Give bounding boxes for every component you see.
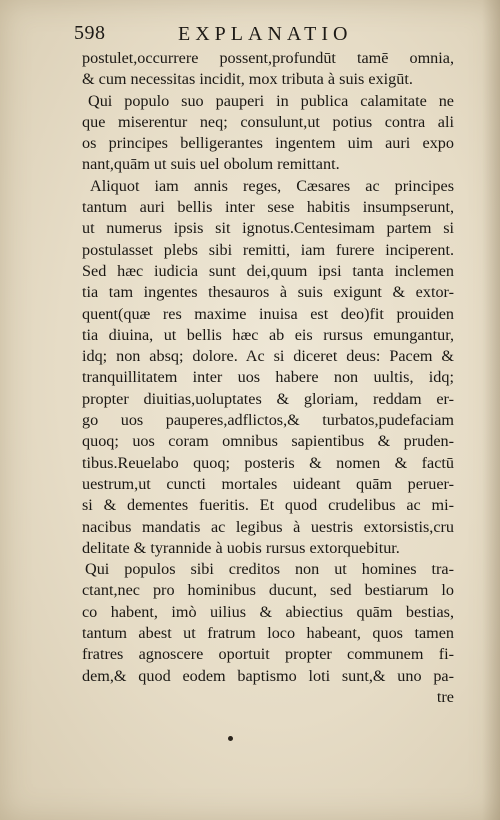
text-line: postulet,occurrere possent,profundūt tamē omnia, (82, 49, 454, 67)
text-line: Qui populo suo pauperi in publica calamitate ne (88, 91, 454, 110)
text-line: nacibus mandatis ac legibus à uestris extorsistis,cru (82, 517, 454, 536)
text-line: que miserentur neq; consulunt,ut potius contra ali (82, 112, 454, 131)
ink-mark (228, 736, 233, 741)
text-line: Sed hæc iudicia sunt dei,quum ipsi tanta inclemen (82, 261, 454, 280)
text-line: tia tam ingentes thesauros à suis exigunt & extor- (82, 283, 454, 302)
text-line: tranquillitatem inter uos habere non uultis, idq; (82, 368, 454, 387)
text-line: os principes belligerantes ingentem uim auri expo (82, 134, 454, 153)
text-line: nant,quām ut suis uel obolum remittant. (82, 155, 340, 174)
spine-shadow (482, 0, 500, 820)
text-line: tantum auri bellis inter sese habitis insumpserunt, (82, 198, 454, 217)
text-line: ctant,nec pro hominibus ducunt, sed bestiarum lo (82, 581, 454, 600)
page-header (74, 22, 454, 46)
text-line: postulasset plebs sibi remitti, iam furere inciperent. (82, 240, 454, 259)
text-line: & cum necessitas incidit, mox tributa à suis exigūt. (82, 70, 413, 89)
text-line: si & dementes fueritis. Et quod crudelibus ac mi- (82, 496, 454, 515)
text-line: tia diuina, ut bellis hæc ab eis rursus emungantur, (82, 325, 454, 344)
text-line: delitate & tyrannide à uobis rursus extorquebitur. (82, 538, 400, 557)
text-line: Aliquot iam annis reges, Cæsares ac principes (90, 176, 454, 195)
text-line: dem,& quod eodem baptismo loti sunt,& uno pa- (82, 666, 454, 685)
running-head: EXPLANATIO (178, 23, 353, 45)
text-line: uestrum,ut cuncti mortales uideant quām peruer- (82, 474, 454, 493)
text-line: idq; non absq; dolore. Ac si diceret deus: Pacem & (82, 347, 454, 366)
page-number: 598 (74, 22, 106, 44)
text-line: ut numerus ipsis sit ignotus.Centesimam partem si (82, 219, 454, 238)
text-line: fratres agnoscere oportuit propter communem fi- (82, 645, 454, 664)
text-line: quoq; uos coram omnibus sapientibus & pruden- (82, 432, 454, 451)
text-line: Qui populos sibi creditos non ut homines tra- (85, 560, 454, 579)
text-line: tantum abest ut fratrum loco habeant, quos tamen (82, 624, 454, 643)
text-line: quent(quæ res maxime inuisa est deo)fit prouiden (82, 304, 454, 323)
text-line: propter diuitias,uoluptates & gloriam, reddam er- (82, 389, 454, 408)
catchword: tre (436, 687, 454, 706)
text-line: tibus.Reuelabo quoq; posteris & nomen & factū (82, 453, 454, 472)
text-line: co habent, imò uilius & abiectius quām bestias, (82, 602, 454, 621)
text-line: go uos pauperes,adflictos,& turbatos,pudefaciam (82, 411, 454, 430)
body-text (82, 48, 454, 708)
